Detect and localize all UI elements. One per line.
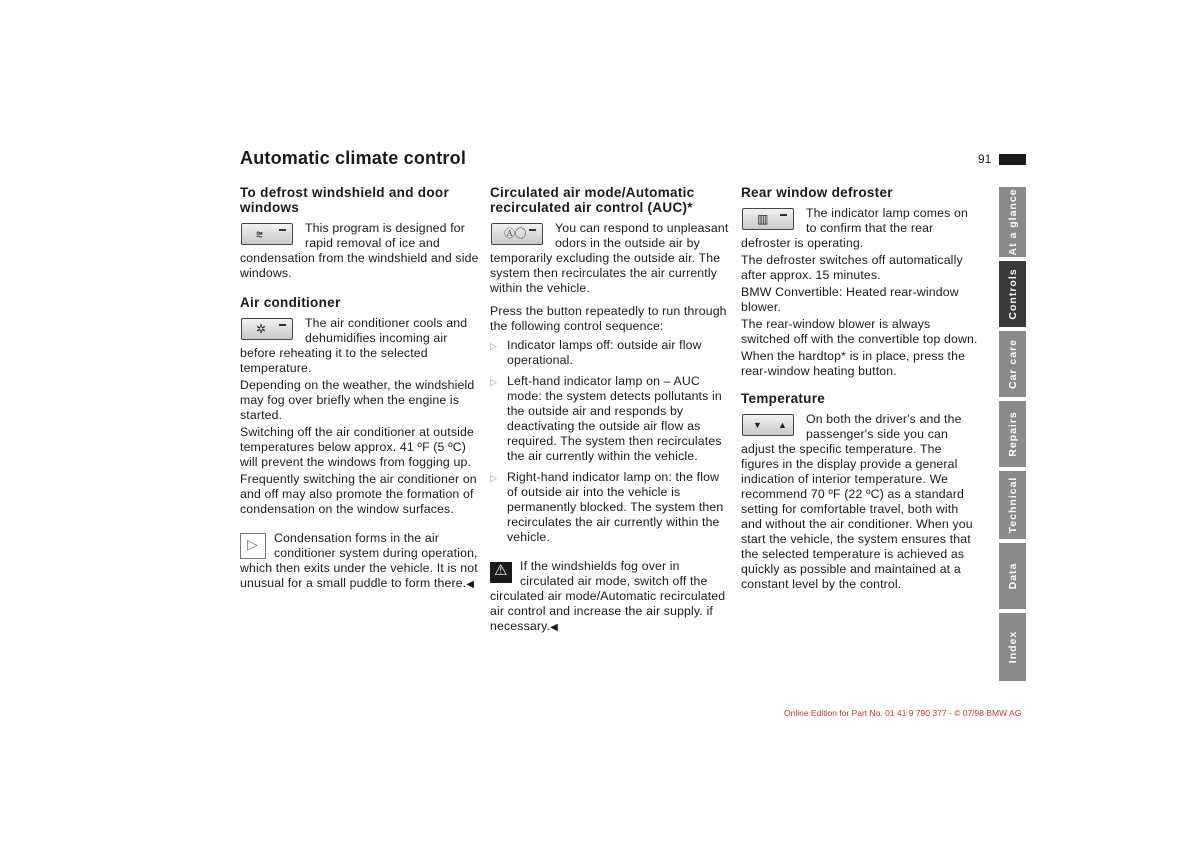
side-tab-at-a-glance[interactable]: At a glance [999, 187, 1026, 257]
side-tab-index[interactable]: Index [999, 613, 1026, 681]
note-text: Condensation forms in the air conditioner system during operation, which then exits under the vehicle. It is not unusual for a small puddle to form there. [240, 531, 478, 590]
list-item: ▷ Indicator lamps off: outside air flow operational. [490, 338, 702, 367]
bullet-triangle-icon: ▷ [490, 473, 498, 483]
defrost-text: This program is designed for rapid removal of ice and condensation from the windshield and side windows. [240, 221, 479, 280]
rear-defroster-button-icon [742, 208, 794, 230]
rear-defroster-paragraph: BMW Convertible: Heated rear-window blower. [741, 285, 959, 314]
defrost-wave-icon: ⩬ [256, 227, 264, 241]
defrost-button-icon [241, 223, 293, 245]
side-tab-repairs[interactable]: Repairs [999, 401, 1026, 467]
side-tab-controls[interactable]: Controls [999, 261, 1026, 327]
auc-button-icon [491, 223, 543, 245]
ac-paragraph: Depending on the weather, the windshield may fog over briefly when the engine is started. [240, 378, 475, 422]
list-item: ▷ Left-hand indicator lamp on – AUC mode: the system detects pollutants in the outside air and responds by deactivating the outside air flow as required. The system then recirculates the air currently within the vehicle. [490, 374, 722, 463]
page-number: 91 [978, 152, 992, 166]
sequence-intro: Press the button repeatedly to run through the following control sequence: [490, 304, 727, 333]
rear-defroster-paragraph: The rear-window blower is always switched off with the convertible top down. [741, 317, 978, 346]
rear-defroster-heading: Rear window defroster [741, 185, 893, 200]
temperature-text: On both the driver's and the passenger's side you can adjust the specific temperature. The figures in the display provide a general indication of interior temperature. We recommend 70 ºF (22 ºC) as a standard setting for comfortable travel, both with and without the air conditioner. When you start the vehicle, the system ensures that the selected temperature is achieved as quickly as possible and maintained at a constant level by the control. [741, 412, 973, 591]
bullet-triangle-icon: ▷ [490, 341, 498, 351]
arrow-down-icon: ▼ [753, 420, 763, 430]
column-3 [741, 185, 981, 594]
list-item: ▷ Right-hand indicator lamp on: the flow of outside air into the vehicle is permanently blocked. The system then recirculates the air currently within the vehicle. [490, 470, 724, 544]
end-marker-icon: ◀ [466, 579, 475, 590]
column-1 [240, 185, 480, 594]
column-2 [490, 185, 730, 637]
page-marker-bar [999, 154, 1026, 165]
side-tab-data[interactable]: Data [999, 543, 1026, 609]
rear-defroster-paragraph: The defroster switches off automatically after approx. 15 minutes. [741, 253, 963, 282]
side-tab-technical[interactable]: Technical [999, 471, 1026, 539]
temperature-button-icon [742, 414, 794, 436]
warning-icon: ⚠ [490, 562, 512, 583]
arrow-up-icon: ▲ [777, 420, 787, 430]
page-title: Automatic climate control [240, 148, 467, 168]
rear-defroster-text: The indicator lamp comes on to confirm that the rear defroster is operating. [741, 206, 968, 250]
side-tab-car-care[interactable]: Car care [999, 331, 1026, 397]
ac-heading: Air conditioner [240, 295, 341, 310]
rear-defrost-icon: ▥ [757, 212, 769, 226]
bullet-triangle-icon: ▷ [490, 377, 498, 387]
warning-text: If the windshields fog over in circulated air mode, switch off the circulated air mode/Automatic recirculated air control and increase the air supply. if necessary. [490, 559, 726, 633]
ac-paragraph: Frequently switching the air conditioner on and off may also promote the formation of condensation on the window surfaces. [240, 472, 477, 516]
end-marker-icon: ◀ [550, 622, 558, 633]
footer-text: Online Edition for Part No. 01 41 9 790 377 - © 07/98 BMW AG [784, 708, 1022, 718]
ac-text: The air conditioner cools and dehumidifies incoming air before reheating it to the selected temperature. [240, 316, 468, 375]
auc-text: You can respond to unpleasant odors in the outside air by temporarily excluding the outside air. The system then recirculates the air currently within the vehicle. [490, 221, 729, 295]
defrost-heading: To defrost windshield and door windows [240, 185, 449, 215]
ac-paragraph: Switching off the air conditioner at outside temperatures below approx. 41 ºF (5 ºC) will prevent the windows from fogging up. [240, 425, 475, 469]
note-icon: ▷ [240, 533, 266, 559]
snowflake-icon: ✲ [256, 322, 267, 336]
ac-button-icon [241, 318, 293, 340]
auc-heading: Circulated air mode/Automatic recirculated air control (AUC)* [490, 185, 695, 215]
sequence-list [490, 338, 730, 545]
auc-glyph-icon: Ⓐ◯ [504, 228, 527, 240]
rear-defroster-paragraph: When the hardtop* is in place, press the rear-window heating button. [741, 349, 966, 378]
temperature-heading: Temperature [741, 391, 826, 406]
